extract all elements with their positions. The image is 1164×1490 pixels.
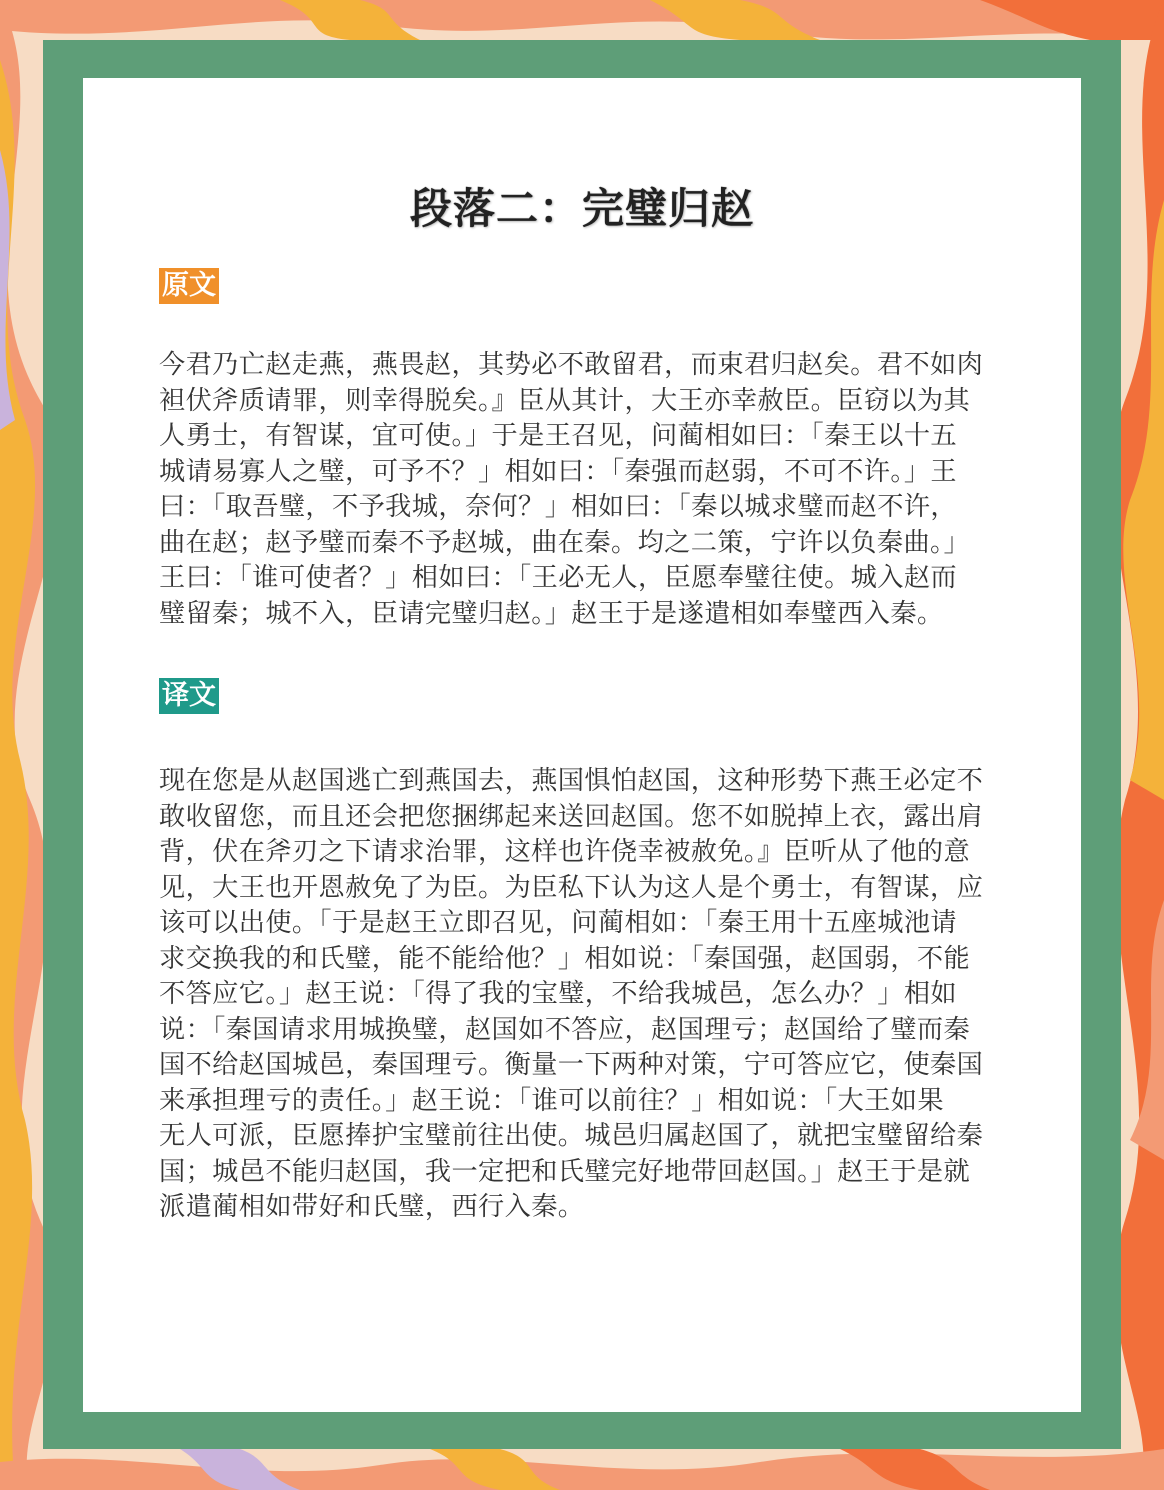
translation-line: 派遣蔺相如带好和氏璧，西行入秦。 <box>159 1192 585 1222</box>
translation-line: 该可以出使。「于是赵王立即召见，问蔺相如：「秦王用十五座城池请 <box>159 908 958 938</box>
original-line: 人勇士，有智谋，宜可使。」于是王召见，问蔺相如曰：「秦王以十五 <box>159 421 958 451</box>
translation-line: 国不给赵国城邑，秦国理亏。衡量一下两种对策，宁可答应它，使秦国 <box>159 1050 984 1080</box>
original-line: 袒伏斧质请罪，则幸得脱矣。』臣从其计，大王亦幸赦臣。臣窃以为其 <box>159 385 971 416</box>
content-card <box>83 78 1081 1412</box>
translation-tag: 译文 <box>159 678 219 714</box>
translation-line: 敢收留您，而且还会把您捆绑起来送回赵国。您不如脱掉上衣，露出肩 <box>159 801 984 832</box>
original-line: 曰：「取吾璧，不予我城，奈何？」相如曰：「秦以城求璧而赵不许， <box>159 492 958 522</box>
page-title: 段落二：完璧归赵 <box>409 184 754 233</box>
original-line: 王曰：「谁可使者？」相如曰：「王必无人，臣愿奉璧往使。城入赵而 <box>159 563 958 593</box>
translation-paragraph <box>159 764 1089 1226</box>
original-text-paragraph <box>159 348 1089 632</box>
original-line: 曲在赵；赵予璧而秦不予赵城，曲在秦。均之二策，宁许以负秦曲。」 <box>159 527 971 558</box>
translation-line: 求交换我的和氏璧，能不能给他？」相如说：「秦国强，赵国弱，不能 <box>159 943 971 974</box>
translation-line: 不答应它。」赵王说：「得了我的宝璧，不给我城邑，怎么办？」相如 <box>159 979 958 1009</box>
green-frame <box>43 40 1121 1449</box>
original-line: 璧留秦；城不入，臣请完璧归赵。」赵王于是遂遣相如奉璧西入秦。 <box>159 598 944 629</box>
translation-line: 国；城邑不能归赵国，我一定把和氏璧完好地带回赵国。」赵王于是就 <box>159 1156 971 1187</box>
translation-line: 无人可派，臣愿捧护宝璧前往出使。城邑归属赵国了，就把宝璧留给秦 <box>159 1121 984 1151</box>
original-text-tag: 原文 <box>159 268 219 304</box>
translation-line: 背，伏在斧刃之下请求治罪，这样也许侥幸被赦免。』臣听从了他的意 <box>159 837 971 867</box>
translation-line: 来承担理亏的责任。」赵王说：「谁可以前往？」相如说：「大王如果 <box>159 1085 944 1116</box>
translation-line: 现在您是从赵国逃亡到燕国去，燕国惧怕赵国，这种形势下燕王必定不 <box>159 766 984 796</box>
original-line: 城请易寡人之璧，可予不？」相如曰：「秦强而赵弱，不可不许。」王 <box>159 456 958 487</box>
original-line: 今君乃亡赵走燕，燕畏赵，其势必不敢留君，而束君归赵矣。君不如肉 <box>159 350 984 380</box>
translation-line: 说：「秦国请求用城换璧，赵国如不答应，赵国理亏；赵国给了璧而秦 <box>159 1014 971 1045</box>
translation-line: 见，大王也开恩赦免了为臣。为臣私下认为这人是个勇士，有智谋，应 <box>159 872 984 903</box>
